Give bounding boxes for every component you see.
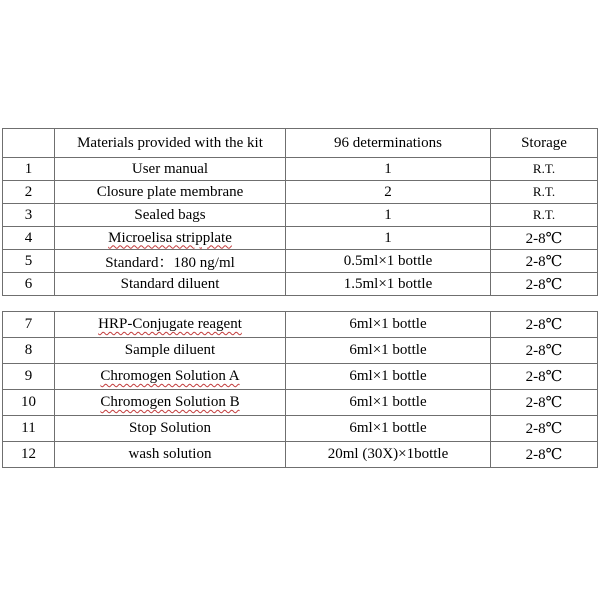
header-storage: Storage xyxy=(491,129,598,158)
header-materials: Materials provided with the kit xyxy=(55,129,286,158)
row-material: Standard diluent xyxy=(55,273,286,296)
row-quantity: 1.5ml×1 bottle xyxy=(286,273,491,296)
row-material: Sample diluent xyxy=(55,338,286,364)
row-quantity: 0.5ml×1 bottle xyxy=(286,250,491,273)
row-material xyxy=(55,390,286,416)
row-material-text: Chromogen Solution B xyxy=(100,394,240,410)
row-material: Standard：180 ng/ml xyxy=(55,250,286,273)
row-quantity: 20ml (30X)×1bottle xyxy=(286,442,491,468)
row-number: 7 xyxy=(3,312,55,338)
table-row xyxy=(3,204,598,227)
row-material xyxy=(55,364,286,390)
row-storage: R.T. xyxy=(491,181,598,204)
row-quantity: 6ml×1 bottle xyxy=(286,416,491,442)
header-determinations: 96 determinations xyxy=(286,129,491,158)
row-storage: 2-8℃ xyxy=(491,227,598,250)
row-storage: 2-8℃ xyxy=(491,250,598,273)
table-row xyxy=(3,158,598,181)
row-storage: 2-8℃ xyxy=(491,273,598,296)
kit-materials-table-part1 xyxy=(2,128,598,296)
table-row xyxy=(3,390,598,416)
table-row xyxy=(3,273,598,296)
row-number: 10 xyxy=(3,390,55,416)
row-material-text: Chromogen Solution A xyxy=(100,368,240,384)
row-number: 12 xyxy=(3,442,55,468)
header-number xyxy=(3,129,55,158)
table-row xyxy=(3,250,598,273)
row-storage: 2-8℃ xyxy=(491,364,598,390)
row-number: 6 xyxy=(3,273,55,296)
row-number: 1 xyxy=(3,158,55,181)
row-storage: 2-8℃ xyxy=(491,442,598,468)
row-number: 4 xyxy=(3,227,55,250)
row-quantity: 6ml×1 bottle xyxy=(286,312,491,338)
row-storage: R.T. xyxy=(491,158,598,181)
row-quantity: 6ml×1 bottle xyxy=(286,364,491,390)
row-material xyxy=(55,227,286,250)
row-quantity: 1 xyxy=(286,158,491,181)
row-number: 5 xyxy=(3,250,55,273)
table-row xyxy=(3,338,598,364)
table-row xyxy=(3,181,598,204)
table-row xyxy=(3,227,598,250)
row-number: 8 xyxy=(3,338,55,364)
row-material xyxy=(55,312,286,338)
row-quantity: 6ml×1 bottle xyxy=(286,390,491,416)
row-quantity: 2 xyxy=(286,181,491,204)
row-storage: 2-8℃ xyxy=(491,390,598,416)
kit-materials-table-part2 xyxy=(2,311,598,468)
row-quantity: 1 xyxy=(286,204,491,227)
row-material: Closure plate membrane xyxy=(55,181,286,204)
row-material: Stop Solution xyxy=(55,416,286,442)
row-material-text: HRP-Conjugate reagent xyxy=(98,316,242,332)
row-storage: 2-8℃ xyxy=(491,312,598,338)
row-number: 9 xyxy=(3,364,55,390)
row-material: User manual xyxy=(55,158,286,181)
table-row xyxy=(3,364,598,390)
row-quantity: 6ml×1 bottle xyxy=(286,338,491,364)
row-material: wash solution xyxy=(55,442,286,468)
row-material: Sealed bags xyxy=(55,204,286,227)
row-number: 3 xyxy=(3,204,55,227)
row-quantity: 1 xyxy=(286,227,491,250)
row-storage: 2-8℃ xyxy=(491,338,598,364)
header-row xyxy=(3,129,598,158)
table-row xyxy=(3,442,598,468)
row-number: 11 xyxy=(3,416,55,442)
row-number: 2 xyxy=(3,181,55,204)
table-row xyxy=(3,312,598,338)
row-storage: 2-8℃ xyxy=(491,416,598,442)
row-material-text: Microelisa stripplate xyxy=(108,229,232,246)
table-row xyxy=(3,416,598,442)
row-storage: R.T. xyxy=(491,204,598,227)
